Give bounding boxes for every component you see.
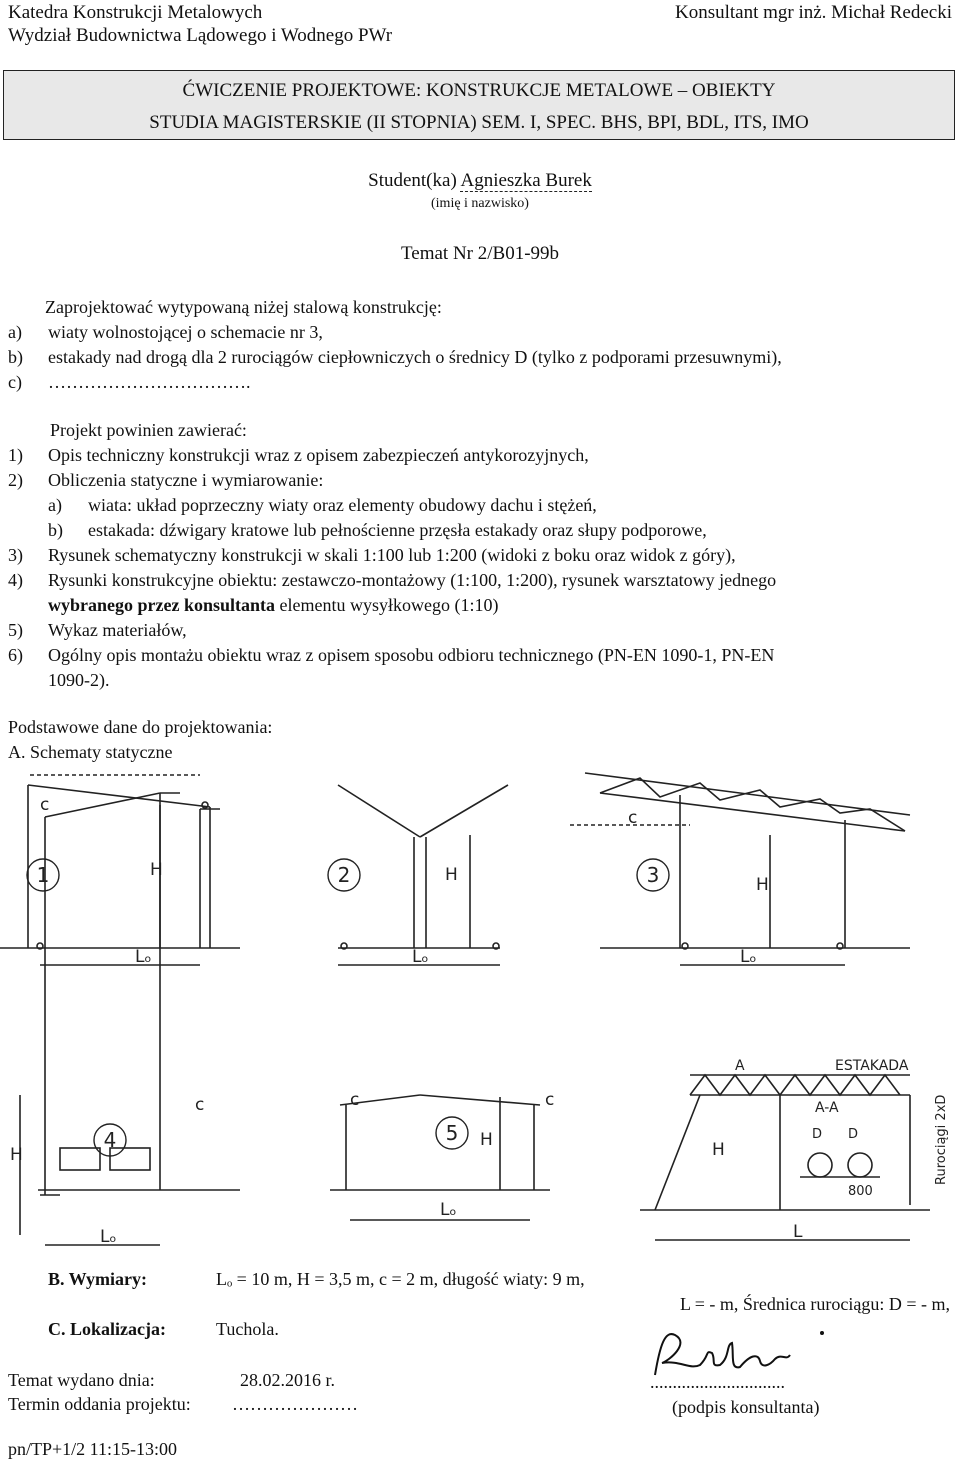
group-code: pn/TP+1/2 11:15-13:00: [8, 1439, 177, 1459]
estakada-section: A-A: [815, 1100, 839, 1116]
issued-date: 28.02.2016 r.: [240, 1370, 336, 1390]
task-heading: Zaprojektować wytypowaną niżej stalową konstrukcję:: [45, 297, 442, 317]
project-item-2b: b) estakada: dźwigary kratowe lub pełnościenne przęsła estakady oraz słupy podporowe,: [48, 520, 707, 540]
student-line: [0, 170, 960, 192]
scheme-1-h: H: [150, 860, 163, 880]
student-label: Student(ka): [368, 170, 457, 191]
banner-title: ĆWICZENIE PROJEKTOWE: KONSTRUKCJE METALOWE – OBIEKTY: [182, 80, 776, 101]
scheme-4-c: c: [195, 1095, 205, 1115]
consultant-name: Konsultant mgr inż. Michał Redecki: [674, 2, 952, 23]
scheme-1-c: c: [40, 795, 50, 815]
estakada-l: L: [793, 1222, 803, 1242]
project-item-5: 5) Wykaz materiałów,: [8, 620, 187, 640]
scheme-5-c-left: c: [350, 1090, 360, 1110]
banner-subtitle: STUDIA MAGISTERSKIE (II STOPNIA) SEM. I, SPEC. BHS, BPI, BDL, ITS, IMO: [149, 112, 809, 133]
scheme-3-number: 3: [646, 863, 660, 887]
scheme-1-l0: Lₒ: [135, 947, 152, 967]
student-name: Agnieszka Burek: [460, 170, 592, 191]
project-item-6: 6) Ogólny opis montażu obiektu wraz z opisem sposobu odbioru technicznego (PN-EN 1090-1, PN-EN: [8, 645, 775, 665]
scheme-5-h: H: [480, 1130, 493, 1150]
basics-heading: Podstawowe dane do projektowania:: [8, 717, 273, 737]
dims-label: B. Wymiary:: [48, 1269, 147, 1289]
project-item-1: 1) Opis techniczny konstrukcji wraz z opisem zabezpieczeń antykorozyjnych,: [8, 445, 589, 465]
estakada-h: H: [712, 1140, 725, 1160]
scheme-5-number: 5: [445, 1121, 459, 1145]
location-label: C. Lokalizacja:: [48, 1319, 166, 1339]
scheme-5-c-right: c: [545, 1090, 555, 1110]
project-item-4: 4) Rysunki konstrukcyjne obiektu: zestawczo-montażowy (1:100, 1:200), rysunek warsztatowy jednego: [8, 570, 777, 590]
student-sub: (imię i nazwisko): [431, 196, 529, 211]
scheme-4-l0: Lₒ: [100, 1227, 117, 1247]
signature-dots: ..............................: [650, 1372, 785, 1392]
estakada-800: 800: [848, 1184, 873, 1199]
scheme-4-number: 4: [103, 1128, 117, 1152]
scheme-3-l0: Lₒ: [740, 947, 757, 967]
scheme-2-h: H: [445, 865, 458, 885]
topic-number: Temat Nr 2/B01-99b: [400, 243, 560, 264]
project-item-3: 3) Rysunek schematyczny konstrukcji w skali 1:100 lub 1:200 (widoki z boku oraz widok z góry),: [8, 545, 736, 565]
static-schemes-drawing: [0, 765, 960, 1265]
faculty-name: Wydział Budownictwa Lądowego i Wodnego PWr: [8, 25, 393, 46]
signature-label: (podpis konsultanta): [672, 1397, 820, 1417]
task-item-c: c) …………………………….: [8, 372, 251, 392]
project-heading: Projekt powinien zawierać:: [50, 420, 247, 440]
scheme-3-c: c: [628, 808, 638, 828]
title-banner: [3, 70, 955, 140]
scheme-2-number: 2: [337, 863, 351, 887]
task-item-b: b) estakady nad drogą dla 2 rurociągów ciepłowniczych o średnicy D (tylko z podporami przesuwnymi),: [8, 347, 782, 367]
task-item-a: a) wiaty wolnostojącej o schemacie nr 3,: [8, 322, 323, 342]
estakada-pipe-d1: D: [812, 1127, 823, 1142]
scheme-1-number: 1: [36, 863, 50, 887]
estakada-pipe-d2: D: [848, 1127, 859, 1142]
estakada-title: ESTAKADA: [835, 1058, 909, 1074]
location-value: Tuchola.: [216, 1319, 279, 1339]
due-label: Termin oddania projektu:: [8, 1394, 191, 1414]
scheme-5-l0: Lₒ: [440, 1200, 457, 1220]
basics-sub: A. Schematy statyczne: [8, 742, 173, 762]
dims-line1: Lₒ = 10 m, H = 3,5 m, c = 2 m, długość wiaty: 9 m,: [216, 1269, 585, 1289]
project-item-4-cont: wybranego przez konsultanta elementu wysyłkowego (1:10): [48, 595, 499, 615]
estakada-pipes: Rurociągi 2xD: [934, 1094, 949, 1185]
estakada-section-mark: A: [735, 1058, 745, 1074]
project-item-6-cont: 1090-2).: [48, 670, 110, 690]
scheme-2-l0: Lₒ: [412, 947, 429, 967]
project-item-2: 2) Obliczenia statyczne i wymiarowanie:: [8, 470, 324, 490]
scheme-3-h: H: [756, 875, 769, 895]
scheme-4-h: H: [10, 1145, 23, 1165]
department-name: Katedra Konstrukcji Metalowych: [8, 2, 263, 23]
project-item-2a: a) wiata: układ poprzeczny wiaty oraz elementy obudowy dachu i stężeń,: [48, 495, 597, 515]
dims-line2: L = - m, Średnica rurociągu: D = - m,: [679, 1294, 950, 1314]
issued-label: Temat wydano dnia:: [8, 1370, 155, 1390]
due-value: …………………: [232, 1394, 358, 1414]
